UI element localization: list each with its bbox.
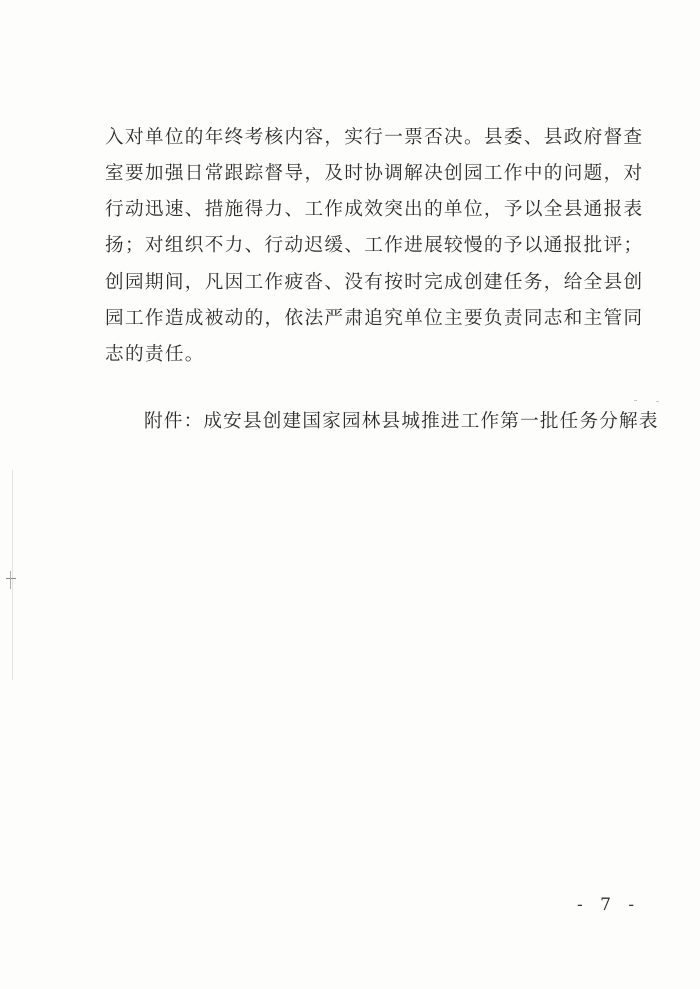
paragraph-line: 入对单位的年终考核内容，实行一票否决。县委、县政府督查 <box>105 127 644 148</box>
binding-mark <box>6 578 16 579</box>
paragraph-line: 室要加强日常跟踪督导，及时协调解决创园工作中的问题，对 <box>105 163 644 184</box>
scan-speck <box>634 400 637 401</box>
paragraph-line: 园工作造成被动的，依法严肃追究单位主要负责同志和主管同 <box>105 308 644 329</box>
paragraph-line: 行动迅速、措施得力、工作成效突出的单位，予以全县通报表 <box>105 199 644 220</box>
attachment-line: 附件：成安县创建国家园林县城推进工作第一批任务分解表 <box>144 411 659 432</box>
scan-edge-line <box>12 470 13 680</box>
scan-speck <box>656 401 659 402</box>
paragraph-line: 创园期间，凡因工作疲沓、没有按时完成创建任务，给全县创 <box>105 272 644 293</box>
paragraph-line: 志的责任。 <box>105 344 205 365</box>
paragraph-line: 扬；对组织不力、行动迟缓、工作进展较慢的予以通报批评； <box>105 235 644 256</box>
page-number: - 7 - <box>577 895 641 915</box>
binding-tick <box>10 571 11 589</box>
